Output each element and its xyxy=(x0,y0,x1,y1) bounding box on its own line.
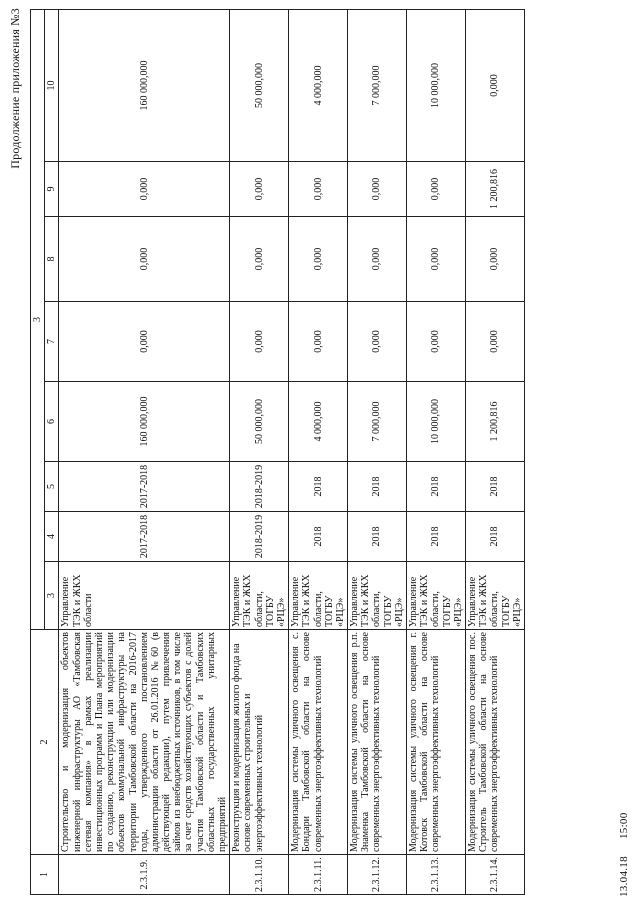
row-value-8: 0,000 xyxy=(465,217,524,302)
row-total: 4 000,000 xyxy=(289,382,348,462)
row-total: 160 000,000 xyxy=(59,382,230,462)
row-total: 50 000,000 xyxy=(230,382,289,462)
row-value-8: 0,000 xyxy=(289,217,348,302)
row-name: Модернизация системы уличного освещения р.п. Знаменка Тамбовской области на основе современных энергоэффективных технологий xyxy=(348,630,407,855)
row-value-9: 0,000 xyxy=(289,162,348,217)
table-row xyxy=(59,10,230,895)
appendix-table xyxy=(30,9,525,895)
col-number-3: 3 xyxy=(45,562,59,630)
group-label: 3 xyxy=(31,10,45,630)
row-value-10: 7 000,000 xyxy=(348,10,407,162)
row-executor: Управление ТЭК и ЖКХ области, ТОГБУ «РЦЭ» xyxy=(230,562,289,630)
row-executor: Управление ТЭК и ЖКХ области, ТОГБУ «РЦЭ» xyxy=(465,562,524,630)
row-period-start: 2018 xyxy=(407,512,466,562)
row-executor: Управление ТЭК и ЖКХ области, ТОГБУ «РЦЭ» xyxy=(407,562,466,630)
row-value-7: 0,000 xyxy=(348,302,407,382)
table-row xyxy=(289,10,348,895)
table-row xyxy=(230,10,289,895)
row-value-10: 10 000,000 xyxy=(407,10,466,162)
row-number: 2.3.1.10. xyxy=(230,855,289,895)
col-number-7: 7 xyxy=(45,302,59,382)
row-period-end: 2018-2019 xyxy=(230,462,289,512)
row-value-10: 160 000,000 xyxy=(59,10,230,162)
table-row xyxy=(348,10,407,895)
row-executor: Управление ТЭК и ЖКХ области, ТОГБУ «РЦЭ» xyxy=(348,562,407,630)
row-value-10: 0,000 xyxy=(465,10,524,162)
row-value-8: 0,000 xyxy=(59,217,230,302)
row-number: 2.3.1.9. xyxy=(59,855,230,895)
row-period-start: 2017-2018 xyxy=(59,512,230,562)
row-period-end: 2018 xyxy=(348,462,407,512)
row-value-7: 0,000 xyxy=(59,302,230,382)
table-row xyxy=(407,10,466,895)
row-period-end: 2018 xyxy=(407,462,466,512)
row-value-8: 0,000 xyxy=(407,217,466,302)
col-number-8: 8 xyxy=(45,217,59,302)
group-header-row xyxy=(31,10,45,895)
col-number-9: 9 xyxy=(45,162,59,217)
col-number-6: 6 xyxy=(45,382,59,462)
row-number: 2.3.1.11. xyxy=(289,855,348,895)
col-number-2: 2 xyxy=(31,630,59,855)
row-value-7: 0,000 xyxy=(465,302,524,382)
page-title: Продолжение приложения №3 xyxy=(8,8,22,169)
row-value-8: 0,000 xyxy=(230,217,289,302)
row-total: 1 200,816 xyxy=(465,382,524,462)
row-name: Строительство и модернизация объектов инженерной инфраструктуры АО «Тамбовская сетевая компания» в рамках реализации инвестиционных программ и Плана мероприятий по созданию, реконструкции или модернизации объектов коммунальной инфраструктуры на территории Тамбовской области на 2016-2017 годы, утвержденного постановлением администрации области от 26.01.2016 №60 (в действующей редакции), путем привлечения займов из внебюджетных источников, в том числе за счет средств хозяйствующих субъектов с долей участия Тамбовской области и Тамбовских областных государственных унитарных предприятий xyxy=(59,630,230,855)
col-number-10: 10 xyxy=(45,10,59,162)
row-name: Модернизация системы уличного освещения пос. Строитель Тамбовской области на основе современных энергоэффективных технологий xyxy=(465,630,524,855)
page-footer xyxy=(618,812,630,897)
row-period-start: 2018 xyxy=(465,512,524,562)
row-value-9: 0,000 xyxy=(407,162,466,217)
col-number-4: 4 xyxy=(45,512,59,562)
row-value-9: 0,000 xyxy=(230,162,289,217)
row-period-start: 2018 xyxy=(289,512,348,562)
row-value-7: 0,000 xyxy=(230,302,289,382)
row-number: 2.3.1.14. xyxy=(465,855,524,895)
table-row xyxy=(465,10,524,895)
row-total: 7 000,000 xyxy=(348,382,407,462)
row-value-7: 0,000 xyxy=(407,302,466,382)
row-period-start: 2018-2019 xyxy=(230,512,289,562)
row-value-9: 0,000 xyxy=(348,162,407,217)
row-number: 2.3.1.12. xyxy=(348,855,407,895)
row-value-9: 0,000 xyxy=(59,162,230,217)
row-period-end: 2017-2018 xyxy=(59,462,230,512)
row-total: 10 000,000 xyxy=(407,382,466,462)
row-value-10: 50 000,000 xyxy=(230,10,289,162)
row-value-9: 1 200,816 xyxy=(465,162,524,217)
row-period-end: 2018 xyxy=(289,462,348,512)
row-name: Модернизация системы уличного освещения с. Бондари Тамбовской области на основе современных энергоэффективных технологий xyxy=(289,630,348,855)
row-value-8: 0,000 xyxy=(348,217,407,302)
row-name: Модернизация системы уличного освещения г. Котовск Тамбовской области на основе современных энергоэффективных технологий xyxy=(407,630,466,855)
col-number-5: 5 xyxy=(45,462,59,512)
row-executor: Управление ТЭК и ЖКХ области xyxy=(59,562,230,630)
row-number: 2.3.1.13. xyxy=(407,855,466,895)
col-number-1: 1 xyxy=(31,855,59,895)
row-name: Реконструкция и модернизация жилого фонда на основе современных строительных и энергоэффективных технологий xyxy=(230,630,289,855)
footer-time: 15:00 xyxy=(618,812,630,840)
row-executor: Управление ТЭК и ЖКХ области, ТОГБУ «РЦЭ» xyxy=(289,562,348,630)
row-period-start: 2018 xyxy=(348,512,407,562)
row-value-7: 0,000 xyxy=(289,302,348,382)
footer-date: 13.04.18 xyxy=(618,856,630,897)
row-value-10: 4 000,000 xyxy=(289,10,348,162)
row-period-end: 2018 xyxy=(465,462,524,512)
